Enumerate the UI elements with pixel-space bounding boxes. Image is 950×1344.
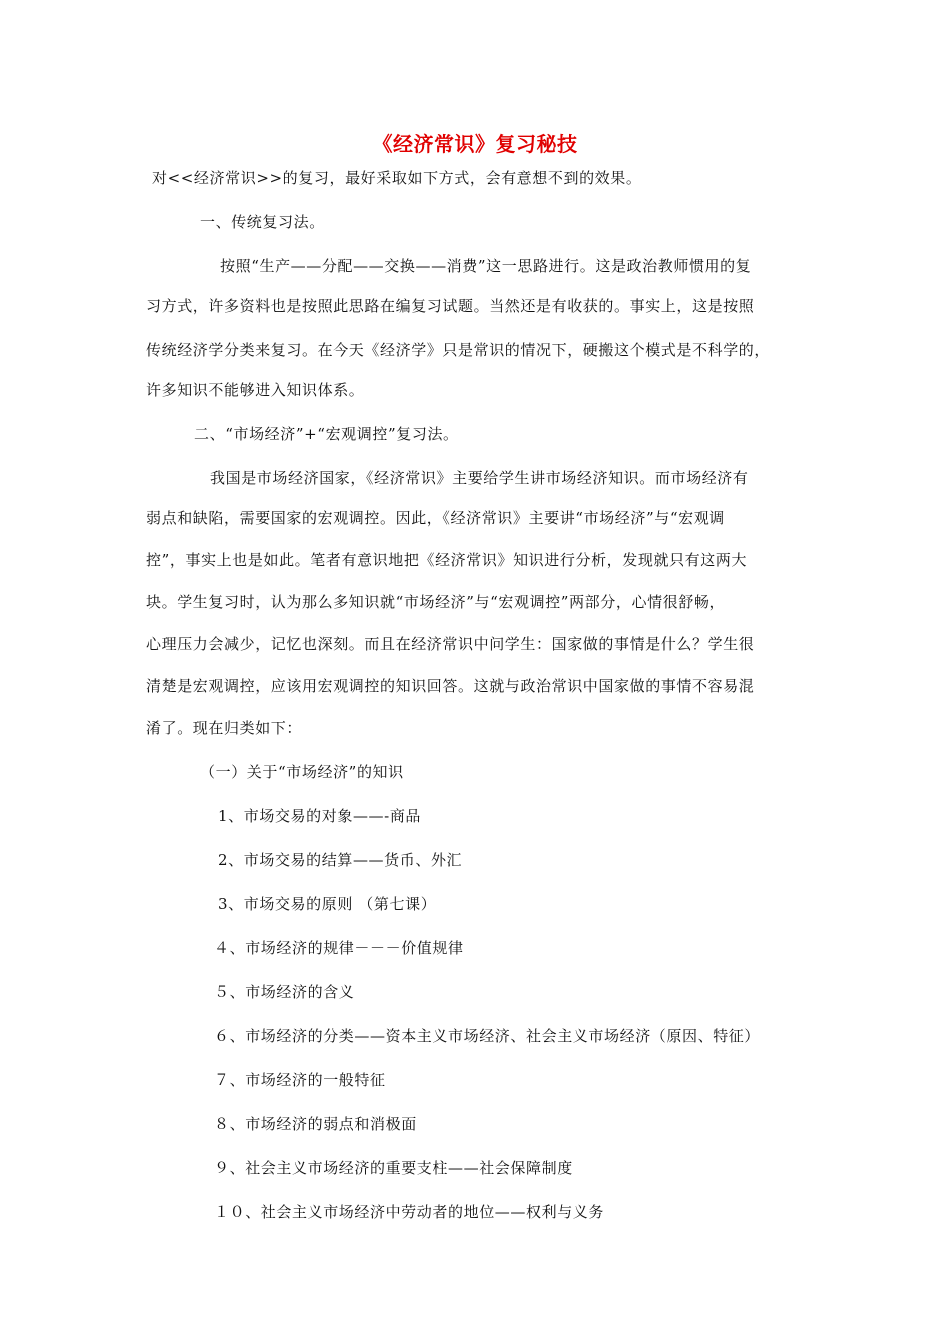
paragraph-line: 我国是市场经济国家，《经济常识》主要给学生讲市场经济知识。而市场经济有 [210,469,749,487]
list-item: 2、市场交易的结算——货币、外汇 [218,851,463,869]
paragraph-line: 弱点和缺陷，需要国家的宏观调控。因此，《经济常识》主要讲“市场经济”与“宏观调 [146,509,725,527]
paragraph-line: 块。学生复习时，认为那么多知识就“市场经济”与“宏观调控”两部分，心情很舒畅， [146,593,726,611]
list-item: 3、市场交易的原则 （第七课） [218,895,437,913]
intro-paragraph: 对<<经济常识>>的复习，最好采取如下方式，会有意想不到的效果。 [152,169,642,187]
paragraph-line: 控”，事实上也是如此。笔者有意识地把《经济常识》知识进行分析，发现就只有这两大 [146,551,748,569]
list-item: １０、社会主义市场经济中劳动者的地位——权利与义务 [214,1203,605,1221]
paragraph-line: 心理压力会减少，记忆也深刻。而且在经济常识中问学生：国家做的事情是什么？学生很 [146,635,755,653]
paragraph-line: 清楚是宏观调控，应该用宏观调控的知识回答。这就与政治常识中国家做的事情不容易混 [146,677,755,695]
paragraph-line: 按照“生产——分配——交换——消费”这一思路进行。这是政治教师惯用的复 [220,257,752,275]
list-item: ６、市场经济的分类——资本主义市场经济、社会主义市场经济（原因、特征） [214,1027,761,1045]
paragraph-line: 传统经济学分类来复习。在今天《经济学》只是常识的情况下，硬搬这个模式是不科学的， [146,341,771,359]
paragraph-line: 淆了。现在归类如下： [146,719,303,737]
list-item: ７、市场经济的一般特征 [214,1071,386,1089]
page-title: 《经济常识》复习秘技 [372,132,578,156]
paragraph-line: 许多知识不能够进入知识体系。 [146,381,365,399]
section-heading-market-macro: 二、“市场经济”+“宏观调控”复习法。 [194,425,459,443]
paragraph-line: 习方式，许多资料也是按照此思路在编复习试题。当然还是有收获的。事实上，这是按照 [146,297,755,315]
list-item: ５、市场经济的含义 [214,983,355,1001]
list-item: ４、市场经济的规律－－－价值规律 [214,939,464,957]
subsection-heading: （一）关于“市场经济”的知识 [200,763,404,781]
list-item: ８、市场经济的弱点和消极面 [214,1115,417,1133]
section-heading-traditional: 一、传统复习法。 [200,213,325,231]
list-item: 1、市场交易的对象——-商品 [218,807,422,825]
list-item: ９、社会主义市场经济的重要支柱——社会保障制度 [214,1159,573,1177]
